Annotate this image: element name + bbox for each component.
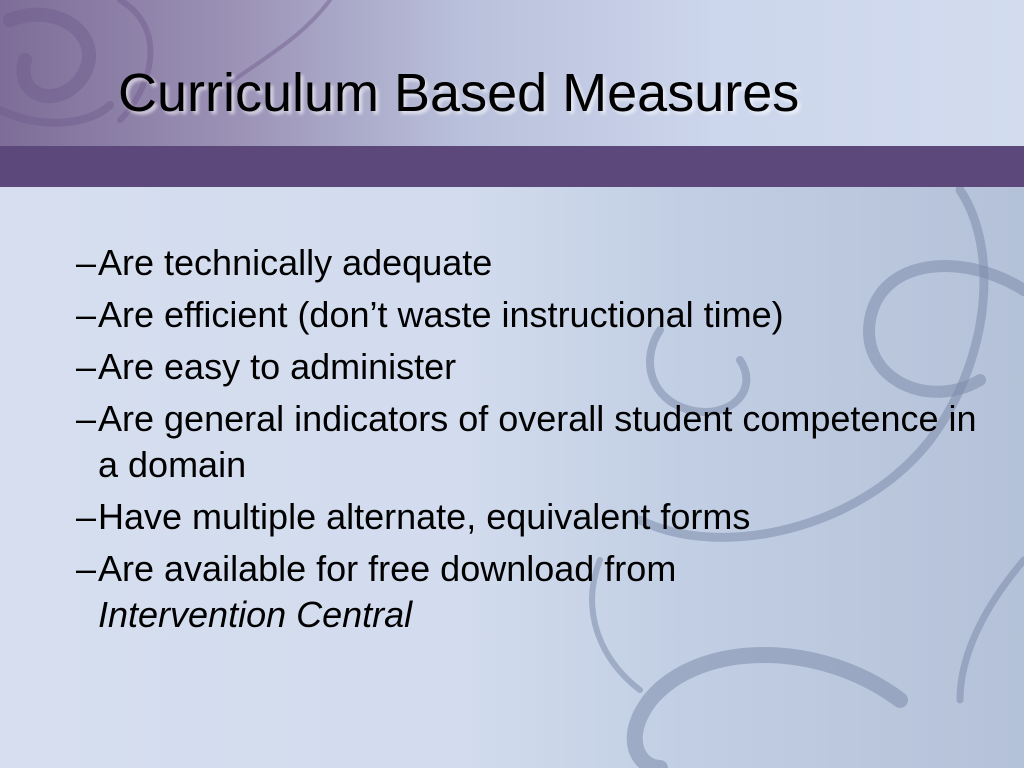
bullet-dash: – — [75, 346, 96, 387]
bullet-text: Are available for free download from — [98, 548, 677, 589]
bullet-dash: – — [75, 398, 96, 439]
title-divider-band — [0, 146, 1024, 187]
intervention-central-text: Intervention Central — [98, 594, 413, 635]
bullet-text-with-emphasis — [98, 546, 990, 638]
bullet-list — [60, 240, 990, 644]
slide-title: Curriculum Based Measures — [118, 63, 800, 123]
bullet-text: Are technically adequate — [98, 242, 493, 283]
bullet-text: Are easy to administer — [98, 346, 457, 387]
bullet-dash: – — [75, 496, 96, 537]
bullet-text: Are efficient (don’t waste instructional time) — [98, 294, 784, 335]
bullet-text: Are general indicators of overall student competence in a domain — [98, 398, 977, 485]
bullet-item — [60, 292, 990, 338]
bullet-dash: – — [75, 294, 96, 335]
bullet-dash: – — [75, 242, 96, 283]
bullet-item — [60, 344, 990, 390]
bullet-text: Have multiple alternate, equivalent forms — [98, 496, 751, 537]
bullet-item — [60, 546, 990, 638]
bullet-item — [60, 494, 990, 540]
bullet-item — [60, 396, 990, 488]
bullet-item — [60, 240, 990, 286]
bullet-dash: – — [75, 548, 96, 589]
